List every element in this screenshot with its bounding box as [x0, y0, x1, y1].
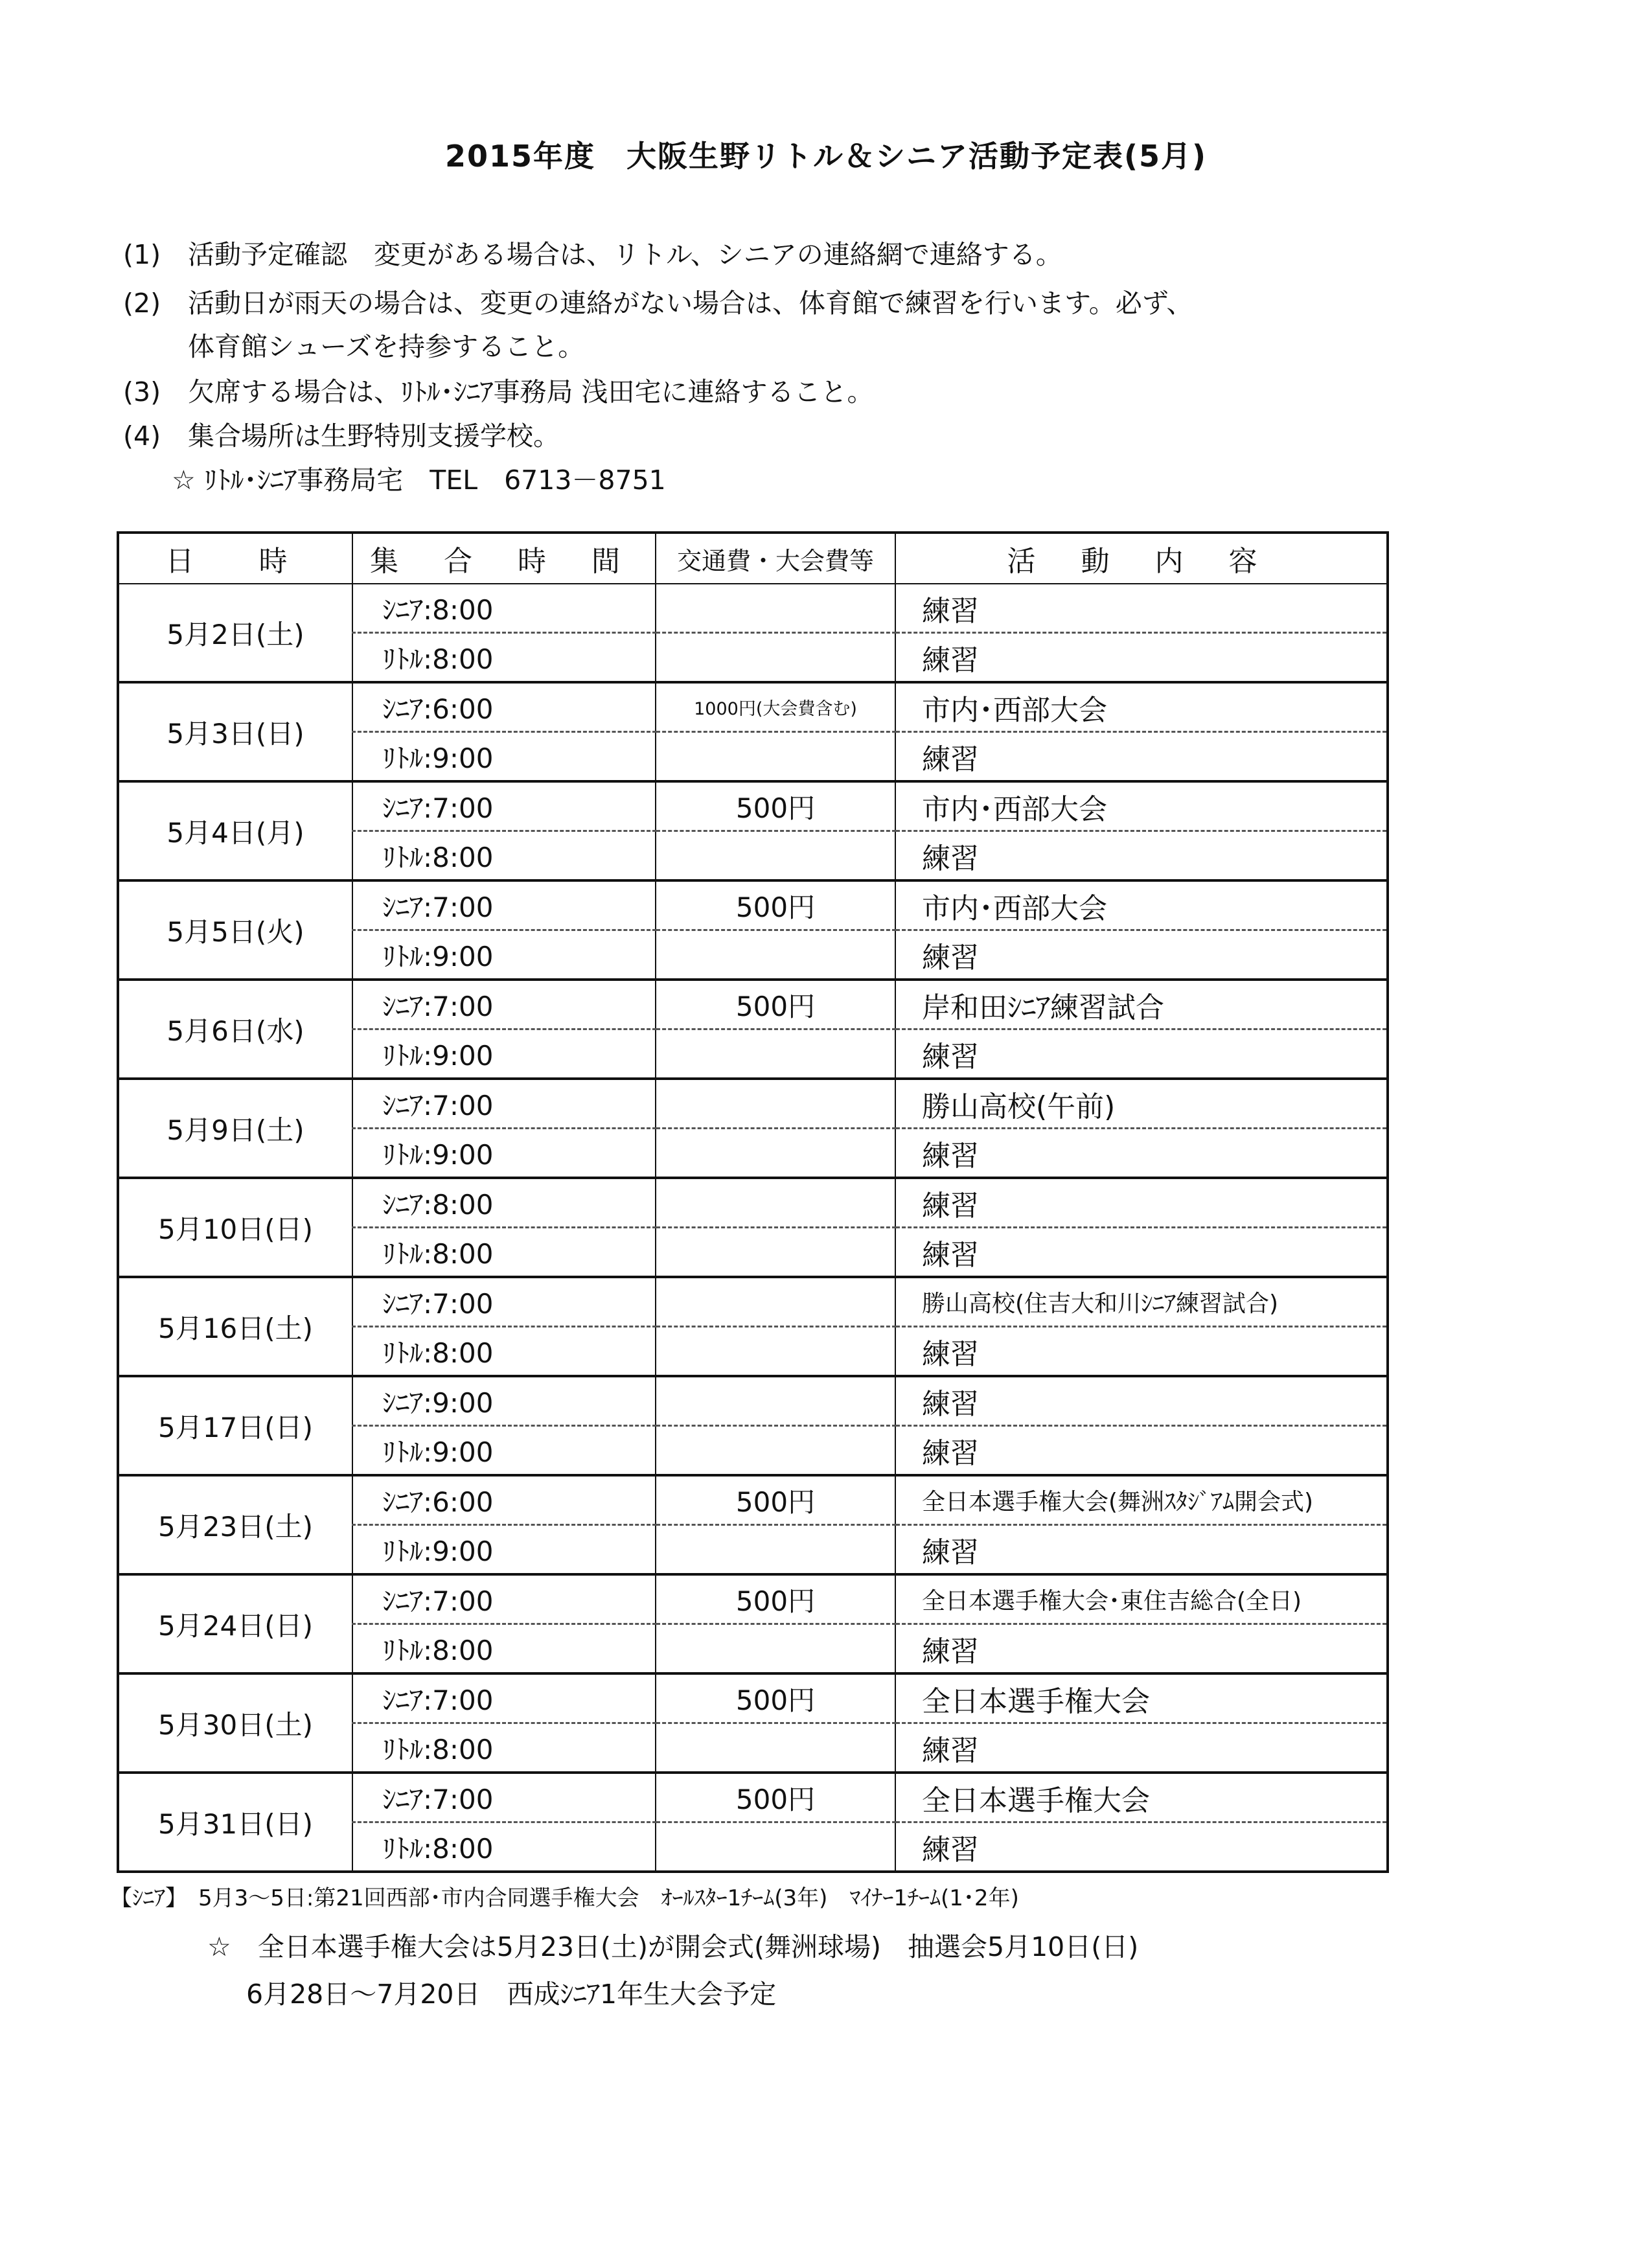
table-row — [118, 1277, 1388, 1327]
senior-activity-cell: 市内･西部大会 — [895, 880, 1388, 930]
senior-fee-cell: 500円 — [656, 980, 895, 1029]
note-number: (1) — [123, 239, 161, 270]
table-row — [118, 1673, 1388, 1723]
table-row — [118, 1178, 1388, 1228]
senior-time-cell: ｼﾆｱ:7:00 — [352, 880, 656, 930]
header-meeting-time: 集 合 時 間 — [352, 533, 656, 584]
senior-activity-cell: 全日本選手権大会 — [895, 1773, 1388, 1822]
little-fee-cell — [656, 633, 895, 683]
note-text: 体育館シューズを持参すること。 — [188, 331, 585, 362]
table-row — [118, 880, 1388, 930]
table-row — [118, 1376, 1388, 1426]
little-fee-cell — [656, 831, 895, 881]
schedule-body — [118, 584, 1388, 1872]
little-activity-cell: 練習 — [895, 1228, 1388, 1278]
little-fee-cell — [656, 1426, 895, 1476]
note-3 — [123, 371, 874, 409]
table-row — [118, 682, 1388, 732]
senior-fee-cell: 500円 — [656, 1475, 895, 1525]
date-cell: 5月23日(土) — [118, 1475, 352, 1574]
senior-activity-cell: 全日本選手権大会(舞洲ｽﾀｼﾞｱﾑ開会式) — [895, 1475, 1388, 1525]
note-number: (2) — [123, 288, 161, 319]
little-fee-cell — [656, 1327, 895, 1377]
senior-activity-cell: 全日本選手権大会･東住吉総合(全日) — [895, 1574, 1388, 1624]
senior-activity-cell: 全日本選手権大会 — [895, 1673, 1388, 1723]
little-activity-cell: 練習 — [895, 1129, 1388, 1178]
schedule-table — [117, 531, 1389, 1873]
little-time-cell: ﾘﾄﾙ:8:00 — [352, 633, 656, 683]
header-date: 日 時 — [118, 533, 352, 584]
senior-time-cell: ｼﾆｱ:7:00 — [352, 980, 656, 1029]
little-activity-cell: 練習 — [895, 831, 1388, 881]
little-activity-cell: 練習 — [895, 1822, 1388, 1872]
date-cell: 5月6日(水) — [118, 980, 352, 1079]
little-activity-cell: 練習 — [895, 1624, 1388, 1674]
senior-time-cell: ｼﾆｱ:7:00 — [352, 1574, 656, 1624]
senior-fee-cell — [656, 1376, 895, 1426]
senior-activity-cell: 練習 — [895, 1178, 1388, 1228]
little-activity-cell: 練習 — [895, 1723, 1388, 1773]
little-fee-cell — [656, 1525, 895, 1575]
little-fee-cell — [656, 1129, 895, 1178]
little-fee-cell — [656, 1624, 895, 1674]
little-time-cell: ﾘﾄﾙ:8:00 — [352, 1228, 656, 1278]
date-cell: 5月30日(土) — [118, 1673, 352, 1773]
little-time-cell: ﾘﾄﾙ:8:00 — [352, 1327, 656, 1377]
senior-activity-cell: 練習 — [895, 1376, 1388, 1426]
senior-fee-cell: 500円 — [656, 880, 895, 930]
senior-fee-cell — [656, 1277, 895, 1327]
little-time-cell: ﾘﾄﾙ:9:00 — [352, 1129, 656, 1178]
championship-note: ☆ 全日本選手権大会は5月23日(土)が開会式(舞洲球場) 抽選会5月10日(日) — [207, 1931, 1139, 1962]
little-fee-cell — [656, 930, 895, 980]
date-cell: 5月17日(日) — [118, 1376, 352, 1475]
page-title: 2015年度 大阪生野リトル＆シニア活動予定表(5月) — [444, 139, 1208, 174]
note-2-continued — [188, 325, 584, 363]
senior-time-cell: ｼﾆｱ:7:00 — [352, 1079, 656, 1129]
senior-time-cell: ｼﾆｱ:7:00 — [352, 1673, 656, 1723]
little-activity-cell: 練習 — [895, 1029, 1388, 1079]
table-row — [118, 584, 1388, 633]
little-time-cell: ﾘﾄﾙ:9:00 — [352, 1426, 656, 1476]
little-fee-cell — [656, 1822, 895, 1872]
little-activity-cell: 練習 — [895, 930, 1388, 980]
little-activity-cell: 練習 — [895, 732, 1388, 782]
header-activity: 活 動 内 容 — [895, 533, 1388, 584]
senior-time-cell: ｼﾆｱ:8:00 — [352, 1178, 656, 1228]
senior-fee-cell — [656, 584, 895, 633]
little-fee-cell — [656, 1723, 895, 1773]
note-number: (4) — [123, 420, 161, 452]
date-cell: 5月9日(土) — [118, 1079, 352, 1178]
senior-activity-cell: 勝山高校(午前) — [895, 1079, 1388, 1129]
office-phone-note — [172, 459, 666, 497]
note-text: 欠席する場合は、ﾘﾄﾙ･ｼﾆｱ事務局 浅田宅に連絡すること。 — [188, 376, 874, 408]
date-cell: 5月10日(日) — [118, 1178, 352, 1277]
header-fees: 交通費・大会費等 — [656, 533, 895, 584]
little-time-cell: ﾘﾄﾙ:8:00 — [352, 1822, 656, 1872]
table-row — [118, 1475, 1388, 1525]
date-cell: 5月24日(日) — [118, 1574, 352, 1673]
little-time-cell: ﾘﾄﾙ:8:00 — [352, 831, 656, 881]
note-number: (3) — [123, 376, 161, 408]
senior-fee-cell: 500円 — [656, 1773, 895, 1822]
senior-activity-cell: 勝山高校(住吉大和川ｼﾆｱ練習試合) — [895, 1277, 1388, 1327]
senior-time-cell: ｼﾆｱ:7:00 — [352, 781, 656, 831]
senior-activity-cell: 市内･西部大会 — [895, 781, 1388, 831]
table-row — [118, 781, 1388, 831]
table-row — [118, 1773, 1388, 1822]
senior-activity-cell: 市内･西部大会 — [895, 682, 1388, 732]
table-row — [118, 980, 1388, 1029]
table-row — [118, 1574, 1388, 1624]
senior-time-cell: ｼﾆｱ:6:00 — [352, 682, 656, 732]
date-cell: 5月16日(土) — [118, 1277, 352, 1376]
table-row — [118, 1079, 1388, 1129]
little-time-cell: ﾘﾄﾙ:8:00 — [352, 1723, 656, 1773]
little-time-cell: ﾘﾄﾙ:9:00 — [352, 1029, 656, 1079]
senior-fee-cell: 500円 — [656, 1574, 895, 1624]
senior-time-cell: ｼﾆｱ:6:00 — [352, 1475, 656, 1525]
little-fee-cell — [656, 1029, 895, 1079]
senior-fee-cell: 1000円(大会費含む) — [656, 682, 895, 732]
note-text: 活動日が雨天の場合は、変更の連絡がない場合は、体育館で練習を行います。必ず、 — [188, 288, 1193, 319]
little-fee-cell — [656, 1228, 895, 1278]
date-cell: 5月31日(日) — [118, 1773, 352, 1872]
note-text: 活動予定確認 変更がある場合は、リトル、シニアの連絡網で連絡する。 — [188, 239, 1062, 270]
senior-fee-cell: 500円 — [656, 1673, 895, 1723]
senior-activity-cell: 練習 — [895, 584, 1388, 633]
senior-fee-cell — [656, 1178, 895, 1228]
table-header-row — [118, 533, 1388, 584]
little-activity-cell: 練習 — [895, 1426, 1388, 1476]
senior-fee-cell: 500円 — [656, 781, 895, 831]
senior-activity-cell: 岸和田ｼﾆｱ練習試合 — [895, 980, 1388, 1029]
date-cell: 5月4日(月) — [118, 781, 352, 880]
little-activity-cell: 練習 — [895, 1327, 1388, 1377]
senior-time-cell: ｼﾆｱ:7:00 — [352, 1277, 656, 1327]
senior-tournament-note: 【ｼﾆｱ】 5月3～5日:第21回西部･市内合同選手権大会 ｵｰﾙｽﾀｰ1ﾁｰﾑ(3年) ﾏｲﾅｰ1ﾁｰﾑ(1･2年) — [110, 1885, 1019, 1911]
note-2 — [123, 282, 1193, 320]
date-cell: 5月5日(火) — [118, 880, 352, 980]
little-time-cell: ﾘﾄﾙ:9:00 — [352, 732, 656, 782]
senior-time-cell: ｼﾆｱ:8:00 — [352, 584, 656, 633]
note-text: 集合場所は生野特別支援学校。 — [188, 420, 560, 452]
little-time-cell: ﾘﾄﾙ:8:00 — [352, 1624, 656, 1674]
first-year-tournament-note: 6月28日～7月20日 西成ｼﾆｱ1年生大会予定 — [246, 1979, 777, 2010]
little-time-cell: ﾘﾄﾙ:9:00 — [352, 1525, 656, 1575]
senior-time-cell: ｼﾆｱ:9:00 — [352, 1376, 656, 1426]
little-time-cell: ﾘﾄﾙ:9:00 — [352, 930, 656, 980]
senior-time-cell: ｼﾆｱ:7:00 — [352, 1773, 656, 1822]
senior-fee-cell — [656, 1079, 895, 1129]
little-activity-cell: 練習 — [895, 1525, 1388, 1575]
date-cell: 5月3日(日) — [118, 682, 352, 781]
note-4 — [123, 415, 560, 453]
note-text: ☆ ﾘﾄﾙ･ｼﾆｱ事務局宅 TEL 6713－8751 — [172, 465, 666, 496]
little-fee-cell — [656, 732, 895, 782]
little-activity-cell: 練習 — [895, 633, 1388, 683]
note-1 — [123, 233, 1062, 271]
date-cell: 5月2日(土) — [118, 584, 352, 682]
